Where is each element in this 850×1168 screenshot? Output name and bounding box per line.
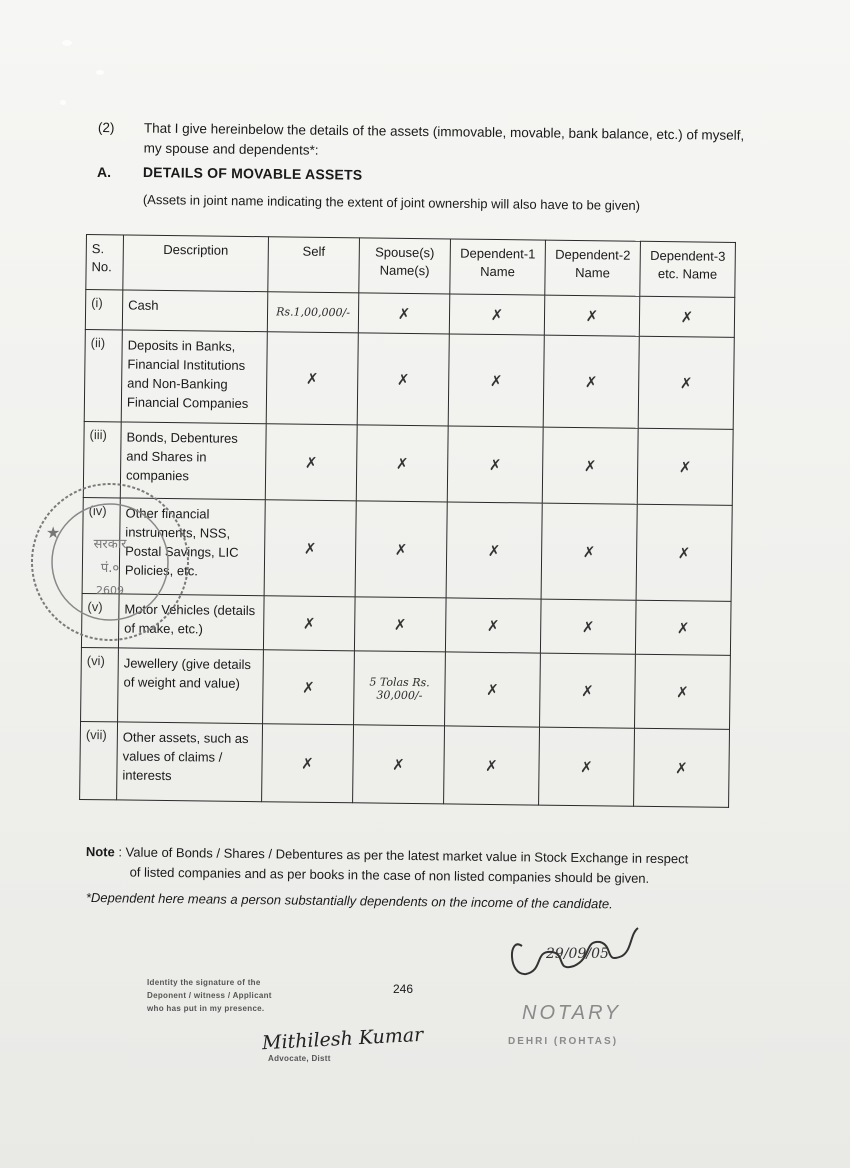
header-sno: S. No. [86,235,124,290]
row-dependent-1-value: ✗ [444,726,540,805]
row-dependent-1-value: ✗ [445,652,541,727]
svg-text:पं.०: पं.० [100,561,120,576]
table-header-row [86,235,736,298]
row-self-value: ✗ [263,650,355,725]
row-sno: (ii) [84,329,122,421]
row-dependent-3-value: ✗ [637,428,733,505]
row-self-value: Rs.1,00,000/- [267,292,358,333]
row-spouse-value: ✗ [353,725,445,804]
notary-stamp-title: NOTARY [522,1002,622,1024]
row-dependent-2-value: ✗ [541,503,637,600]
row-dependent-2-value: ✗ [540,653,636,728]
row-description: Other financial instruments, NSS, Postal Savings, LIC Policies, etc. [119,498,265,596]
row-dependent-3-value: ✗ [635,600,731,655]
attestation-line-1: Identity the signature of the [147,978,261,987]
row-dependent-2-value: ✗ [540,599,636,654]
row-dependent-1-value: ✗ [447,426,543,503]
row-description: Other assets, such as values of claims / interests [117,722,263,802]
paragraph-text: That I give hereinbelow the details of the assets (immovable, movable, bank balance, etc.) of myself, my spouse and dependents*: [143,120,745,158]
header-self: Self [268,237,360,293]
row-description: Jewellery (give details of weight and value) [118,648,264,724]
row-description: Cash [122,290,267,332]
attestation-stamp [147,976,272,1015]
row-sno: (iv) [82,497,120,593]
svg-text:★: ★ [46,523,61,542]
table-row [84,329,734,429]
table-row [80,721,730,807]
row-dependent-1-value: ✗ [449,294,544,335]
row-self-value: ✗ [265,424,357,501]
row-dependent-1-value: ✗ [446,502,542,599]
row-self-value: ✗ [264,500,356,597]
section-title: DETAILS OF MOVABLE ASSETS [142,164,363,183]
header-dependent-1: Dependent-1 Name [450,239,546,295]
header-description: Description [123,235,269,292]
row-spouse-value: ✗ [358,293,449,334]
header-dependent-2: Dependent-2 Name [545,240,641,296]
row-spouse-value: 5 Tolas Rs. 30,000/- [354,651,446,726]
row-sno: (v) [81,593,119,647]
page-number: 246 [393,982,414,996]
row-spouse-value: ✗ [356,425,448,502]
note-text-line-2: of listed companies and as per books in the case of non listed companies should be given. [129,864,650,886]
header-spouse: Spouse(s) Name(s) [359,238,451,294]
row-description: Motor Vehicles (details of make, etc.) [118,594,264,650]
paper-speck [60,100,66,105]
row-dependent-3-value: ✗ [639,296,734,337]
row-spouse-value: ✗ [354,597,446,652]
attestation-line-4: Advocate, Distt [268,1054,331,1063]
row-dependent-2-value: ✗ [543,335,639,428]
header-dependent-3: Dependent-3 etc. Name [640,241,736,297]
paper-speck [62,40,72,46]
dependent-definition: *Dependent here means a person substantially dependents on the income of the candidate. [85,890,613,912]
row-spouse-value: ✗ [357,333,449,426]
advocate-signature: Mithilesh Kumar [261,1023,424,1055]
paper-speck [96,70,104,75]
svg-text:2609: 2609 [96,584,124,597]
official-seal-stamp [24,476,196,648]
row-self-value: ✗ [263,596,355,651]
row-dependent-3-value: ✗ [634,728,730,807]
row-dependent-3-value: ✗ [635,654,731,729]
section-subtitle: (Assets in joint name indicating the extent of joint ownership will also have to be given) [142,192,641,214]
notary-signature [504,906,644,996]
attestation-line-2: Deponent / witness / Applicant [147,991,272,1000]
row-dependent-1-value: ✗ [445,598,541,653]
row-spouse-value: ✗ [355,501,447,598]
row-dependent-2-value: ✗ [539,727,635,806]
valuation-note: Note : Value of Bonds / Shares / Debentures as per the latest market value in Stock Exchange in respect of listed companies and as per books in the case of non listed companies should be given. [86,842,746,890]
section-letter: A. [97,164,111,180]
row-sno: (vi) [81,647,119,721]
svg-text:सरकार: सरकार [93,537,127,552]
row-dependent-2-value: ✗ [544,295,639,336]
row-self-value: ✗ [262,724,354,803]
row-sno: (vii) [80,721,118,799]
row-dependent-2-value: ✗ [542,427,638,504]
row-description: Deposits in Banks, Financial Institutions and Non-Banking Financial Companies [121,330,267,424]
table-row [81,647,731,729]
note-text-line-1: Value of Bonds / Shares / Debentures as per the latest market value in Stock Exchange in respect [125,844,689,867]
row-description: Bonds, Debentures and Shares in companies [120,422,266,500]
paragraph-number: (2) [97,119,115,136]
row-dependent-1-value: ✗ [448,334,544,427]
note-label: Note [85,843,115,860]
asset-declaration-paragraph [97,118,748,158]
row-dependent-3-value: ✗ [636,504,732,601]
attestation-line-3: who has put in my presence. [147,1004,265,1013]
row-sno: (iii) [83,421,121,497]
row-dependent-3-value: ✗ [638,336,734,429]
notary-signature-date: 29/09/05 [546,946,609,962]
row-sno: (i) [85,290,122,330]
row-self-value: ✗ [266,332,358,425]
notary-stamp-place: DEHRI (ROHTAS) [508,1036,619,1047]
